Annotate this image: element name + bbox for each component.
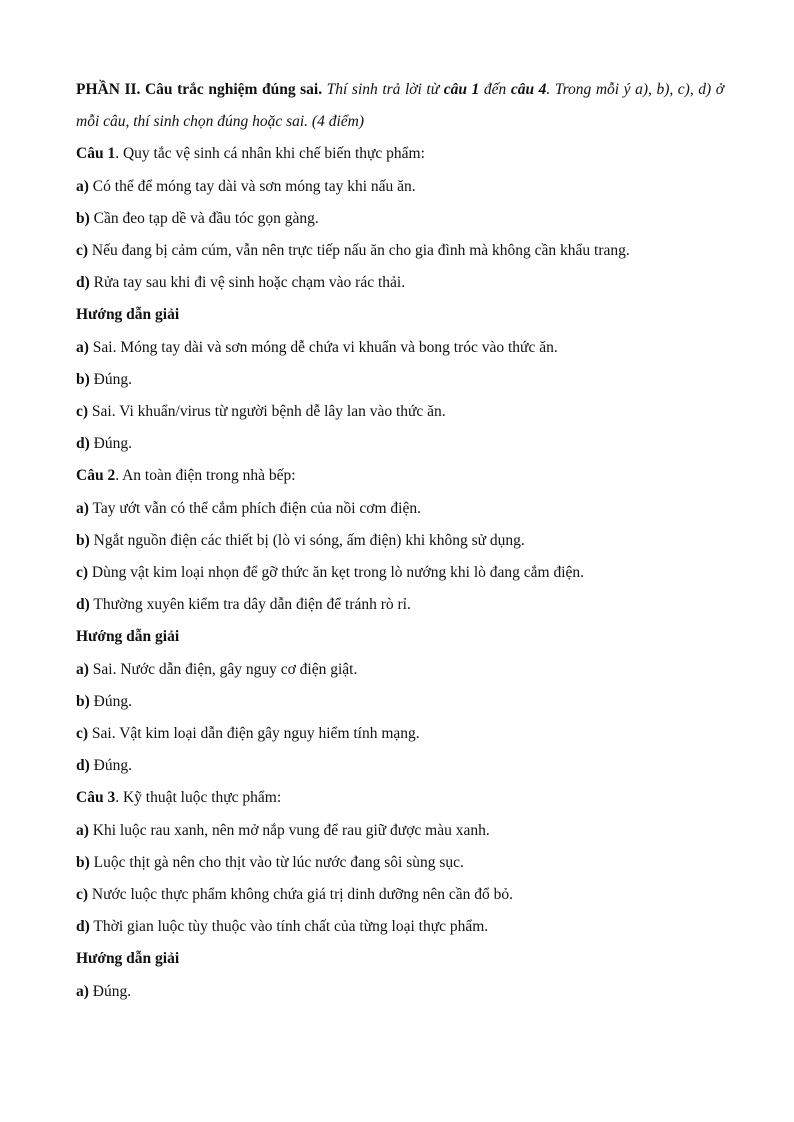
question-2-option-d: d) Thường xuyên kiểm tra dây dẫn điện để tránh rò rỉ.	[76, 596, 411, 614]
section-title: PHẦN II. Câu trắc nghiệm đúng sai.	[76, 81, 323, 98]
question-1-answer-b: b) Đúng.	[76, 370, 132, 388]
question-2-option-c: c) Dùng vật kim loại nhọn để gỡ thức ăn kẹt trong lò nướng khi lò đang cắm điện.	[76, 564, 585, 582]
question-3-option-a: a) Khi luộc rau xanh, nên mở nắp vung để rau giữ được màu xanh.	[76, 821, 490, 839]
question-2-guide-heading: Hướng dẫn giải	[76, 628, 180, 646]
question-1-stem: Câu 1. Quy tắc vệ sinh cá nhân khi chế biến thực phẩm:	[76, 145, 425, 163]
question-2-answer-a: a) Sai. Nước dẫn điện, gây nguy cơ điện giật.	[76, 660, 358, 678]
question-1-option-a: a) Có thể để móng tay dài và sơn móng tay khi nấu ăn.	[76, 177, 416, 195]
question-2-answer-b: b) Đúng.	[76, 692, 132, 710]
question-2-option-a: a) Tay ướt vẫn có thể cắm phích điện của nồi cơm điện.	[76, 499, 421, 517]
question-3-option-b: b) Luộc thịt gà nên cho thịt vào từ lúc nước đang sôi sùng sục.	[76, 853, 464, 871]
question-2-stem: Câu 2. An toàn điện trong nhà bếp:	[76, 467, 296, 485]
question-1-option-c: c) Nếu đang bị cảm cúm, vẫn nên trực tiếp nấu ăn cho gia đình mà không cần khẩu trang.	[76, 242, 630, 260]
question-1-option-b: b) Cần đeo tạp dề và đầu tóc gọn gàng.	[76, 209, 319, 227]
question-1-answer-c: c) Sai. Vi khuẩn/virus từ người bệnh dễ lây lan vào thức ăn.	[76, 403, 446, 421]
question-3-option-c: c) Nước luộc thực phẩm không chứa giá trị dinh dưỡng nên cần đổ bỏ.	[76, 886, 513, 904]
document-page	[76, 74, 724, 1008]
question-1-answer-a: a) Sai. Móng tay dài và sơn móng dễ chứa vi khuẩn và bong tróc vào thức ăn.	[76, 338, 558, 356]
question-1-option-d: d) Rửa tay sau khi đi vệ sinh hoặc chạm vào rác thải.	[76, 274, 406, 292]
section-heading: PHẦN II. Câu trắc nghiệm đúng sai. Thí sinh trả lời từ câu 1 đến câu 4. Trong mỗi ý a), b), c), d) ở mỗi câu, thí sinh chọn đúng hoặc sai. (4 điểm)	[76, 81, 725, 131]
question-3-guide-heading: Hướng dẫn giải	[76, 950, 180, 968]
question-2-option-b: b) Ngắt nguồn điện các thiết bị (lò vi sóng, ấm điện) khi không sử dụng.	[76, 531, 525, 549]
question-1-answer-d: d) Đúng.	[76, 435, 132, 453]
question-2-answer-c: c) Sai. Vật kim loại dẫn điện gây nguy hiểm tính mạng.	[76, 725, 420, 743]
question-2-answer-d: d) Đúng.	[76, 757, 132, 775]
question-1-guide-heading: Hướng dẫn giải	[76, 306, 180, 324]
question-3-stem: Câu 3. Kỹ thuật luộc thực phẩm:	[76, 789, 282, 807]
question-3-option-d: d) Thời gian luộc tùy thuộc vào tính chất của từng loại thực phẩm.	[76, 918, 489, 936]
question-3-answer-a: a) Đúng.	[76, 982, 132, 1000]
